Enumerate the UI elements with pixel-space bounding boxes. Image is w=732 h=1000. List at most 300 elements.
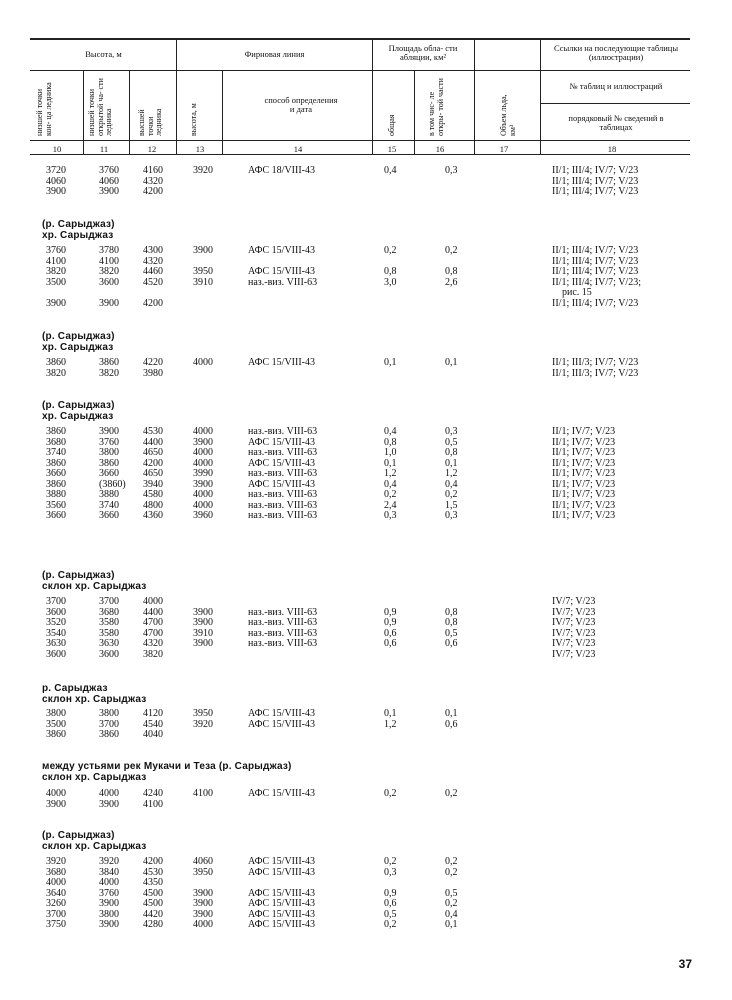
table-cell: 3680 bbox=[46, 436, 66, 448]
col-rule-12 bbox=[129, 70, 130, 154]
table-cell: 3900 bbox=[99, 186, 119, 197]
table-cell: IV/7; V/23 bbox=[552, 627, 596, 639]
table-cell: 3700 bbox=[99, 596, 119, 607]
table-cell: 3960 bbox=[193, 510, 213, 521]
table-row bbox=[0, 438, 732, 448]
column-number: 12 bbox=[147, 144, 157, 154]
table-cell: 0,8 bbox=[384, 266, 397, 277]
table-cell: 3900 bbox=[99, 919, 119, 930]
col17-header: Объем льда, км³ bbox=[499, 94, 517, 136]
table-cell: 3800 bbox=[99, 908, 119, 920]
table-cell: 3560 bbox=[46, 499, 66, 511]
table-cell: 4100 bbox=[99, 255, 119, 267]
table-cell: 0,2 bbox=[445, 898, 458, 909]
table-row bbox=[0, 288, 732, 298]
table-row bbox=[0, 597, 732, 607]
table-cell: II/1; IV/7; V/23 bbox=[552, 489, 616, 500]
table-cell: 3630 bbox=[99, 638, 119, 649]
table-cell: 0,6 bbox=[384, 638, 397, 649]
table-row bbox=[0, 369, 732, 379]
table-row bbox=[0, 257, 732, 267]
table-cell: АФС 15/VIII-43 bbox=[248, 856, 315, 867]
table-cell: 3900 bbox=[99, 426, 119, 437]
table-row bbox=[0, 878, 732, 888]
table-cell: 4540 bbox=[143, 718, 163, 730]
table-cell: 3900 bbox=[193, 898, 213, 909]
refs-subheader-1: № таблиц и иллюстраций bbox=[569, 81, 663, 91]
table-cell: 3820 bbox=[143, 648, 163, 660]
table-cell: 1,0 bbox=[384, 447, 397, 458]
table-cell: 3980 bbox=[143, 367, 163, 379]
table-cell: 4000 bbox=[46, 788, 66, 799]
table-cell: 4000 bbox=[193, 499, 213, 511]
table-cell: II/1; III/4; IV/7; V/23 bbox=[552, 175, 639, 187]
table-cell: 3900 bbox=[99, 297, 119, 309]
table-cell: 4060 bbox=[193, 856, 213, 867]
table-cell: 3910 bbox=[193, 276, 213, 288]
column-number: 11 bbox=[99, 144, 109, 154]
table-row bbox=[0, 920, 732, 930]
page-number: 37 bbox=[678, 957, 692, 971]
table-cell: 4280 bbox=[143, 919, 163, 930]
table-cell: II/1; III/4; IV/7; V/23 bbox=[552, 165, 639, 176]
table-row bbox=[0, 490, 732, 500]
table-cell: 4360 bbox=[143, 510, 163, 521]
table-cell: 3900 bbox=[46, 297, 66, 309]
table-cell: 3860 bbox=[46, 426, 66, 437]
table-cell: II/1; IV/7; V/23 bbox=[552, 468, 616, 479]
table-cell: 4000 bbox=[193, 919, 213, 930]
table-cell: 3900 bbox=[193, 245, 213, 256]
refs-subheader-2: порядковый № сведений в таблицах bbox=[568, 113, 664, 132]
table-cell: 3700 bbox=[46, 596, 66, 607]
table-cell: 3540 bbox=[46, 627, 66, 639]
table-cell: 0,8 bbox=[445, 606, 458, 618]
table-cell: 0,6 bbox=[445, 718, 458, 730]
table-cell: 3740 bbox=[46, 447, 66, 458]
column-number: 10 bbox=[52, 144, 62, 154]
table-cell: 3900 bbox=[193, 638, 213, 649]
table-cell: 3760 bbox=[99, 887, 119, 899]
table-cell: наз.-виз. VIII-63 bbox=[248, 276, 318, 288]
table-cell: 0,5 bbox=[445, 436, 458, 448]
col-rule-16 bbox=[414, 70, 415, 154]
table-row bbox=[0, 511, 732, 521]
table-row bbox=[0, 629, 732, 639]
col-rule-15 bbox=[372, 38, 373, 154]
table-cell: 4060 bbox=[46, 175, 66, 187]
table-cell: (3860) bbox=[99, 478, 126, 490]
table-cell: 3600 bbox=[46, 606, 66, 618]
table-cell: 0,2 bbox=[384, 856, 397, 867]
table-cell: 0,8 bbox=[445, 617, 458, 628]
section-heading: склон хр. Сарыджаз bbox=[42, 841, 147, 852]
table-cell: II/1; III/4; IV/7; V/23 bbox=[552, 297, 639, 309]
table-cell: IV/7; V/23 bbox=[552, 638, 596, 649]
table-cell: АФС 15/VIII-43 bbox=[248, 245, 315, 256]
table-cell: 0,9 bbox=[384, 887, 397, 899]
table-cell: 3680 bbox=[46, 866, 66, 878]
table-cell: 0,1 bbox=[384, 457, 397, 469]
table-cell: 3640 bbox=[46, 887, 66, 899]
table-cell: наз.-виз. VIII-63 bbox=[248, 468, 318, 479]
table-row bbox=[0, 639, 732, 649]
table-cell: АФС 15/VIII-43 bbox=[248, 887, 315, 899]
table-cell: 3860 bbox=[46, 478, 66, 490]
table-cell: АФС 15/VIII-43 bbox=[248, 436, 315, 448]
table-cell: 3920 bbox=[46, 856, 66, 867]
table-cell: 3800 bbox=[46, 708, 66, 719]
section-heading: хр. Сарыджаз bbox=[42, 230, 114, 241]
table-cell: 3950 bbox=[193, 708, 213, 719]
section-heading: склон хр. Сарыджаз bbox=[42, 581, 147, 592]
table-row bbox=[0, 789, 732, 799]
table-row bbox=[0, 166, 732, 176]
table-cell: 3820 bbox=[46, 266, 66, 277]
table-row bbox=[0, 187, 732, 197]
table-cell: наз.-виз. VIII-63 bbox=[248, 510, 318, 521]
table-cell: 4400 bbox=[143, 436, 163, 448]
table-cell: 3580 bbox=[99, 627, 119, 639]
table-cell: 4400 bbox=[143, 606, 163, 618]
table-cell: 0,1 bbox=[445, 457, 458, 469]
table-row bbox=[0, 267, 732, 277]
table-cell: 3600 bbox=[99, 276, 119, 288]
table-row bbox=[0, 480, 732, 490]
table-cell: 3660 bbox=[99, 510, 119, 521]
table-cell: 0,1 bbox=[384, 357, 397, 368]
table-cell: 4580 bbox=[143, 489, 163, 500]
table-cell: АФС 15/VIII-43 bbox=[248, 866, 315, 878]
table-cell: IV/7; V/23 bbox=[552, 648, 596, 660]
section-heading: (р. Сарыджаз) bbox=[42, 570, 115, 581]
table-cell: 0,1 bbox=[445, 919, 458, 930]
table-cell: 0,3 bbox=[384, 866, 397, 878]
area-group-header: Площадь обла- сти абляции, км² bbox=[388, 43, 458, 62]
table-cell: 4530 bbox=[143, 426, 163, 437]
table-cell: 0,2 bbox=[445, 489, 458, 500]
table-cell: 0,6 bbox=[384, 627, 397, 639]
table-cell: 3900 bbox=[193, 478, 213, 490]
table-cell: 3820 bbox=[99, 367, 119, 379]
table-cell: 3880 bbox=[46, 489, 66, 500]
table-cell: 4000 bbox=[99, 877, 119, 888]
col-rule-17 bbox=[474, 38, 475, 154]
refs-group-header: Ссылки на последующие таблицы (иллюстрации) bbox=[553, 43, 679, 62]
section-heading: хр. Сарыджаз bbox=[42, 411, 114, 422]
table-cell: 4220 bbox=[143, 357, 163, 368]
column-number: 18 bbox=[607, 144, 617, 154]
table-cell: 0,4 bbox=[384, 478, 397, 490]
table-cell: 4800 bbox=[143, 499, 163, 511]
table-row bbox=[0, 459, 732, 469]
table-cell: 3660 bbox=[46, 468, 66, 479]
col-rule-18 bbox=[540, 38, 541, 154]
table-cell: 0,2 bbox=[445, 788, 458, 799]
table-cell: 4650 bbox=[143, 468, 163, 479]
table-cell: 3600 bbox=[99, 648, 119, 660]
table-cell: 4200 bbox=[143, 297, 163, 309]
column-number: 15 bbox=[387, 144, 397, 154]
table-cell: 3900 bbox=[193, 887, 213, 899]
table-cell: 0,1 bbox=[445, 357, 458, 368]
col16-header: в том чис- ле откры- той части bbox=[427, 78, 445, 136]
table-cell: 1,2 bbox=[384, 718, 397, 730]
table-cell: 0,6 bbox=[445, 638, 458, 649]
table-cell: 3520 bbox=[46, 617, 66, 628]
table-cell: 3860 bbox=[46, 729, 66, 740]
table-cell: 3900 bbox=[193, 436, 213, 448]
table-cell: 3260 bbox=[46, 898, 66, 909]
table-cell: 3900 bbox=[46, 186, 66, 197]
table-cell: 0,8 bbox=[384, 436, 397, 448]
firn-method-header: способ определения и дата bbox=[264, 95, 338, 114]
table-cell: 4320 bbox=[143, 255, 163, 267]
col-rule-13 bbox=[176, 38, 177, 154]
table-cell: 3920 bbox=[99, 856, 119, 867]
table-cell: 3880 bbox=[99, 489, 119, 500]
table-cell: 4060 bbox=[99, 175, 119, 187]
table-cell: 4240 bbox=[143, 788, 163, 799]
column-number: 13 bbox=[195, 144, 205, 154]
table-cell: 3990 bbox=[193, 468, 213, 479]
table-cell: IV/7; V/23 bbox=[552, 617, 596, 628]
table-cell: наз.-виз. VIII-63 bbox=[248, 447, 318, 458]
table-cell: 1,2 bbox=[445, 468, 458, 479]
table-cell: 3900 bbox=[99, 898, 119, 909]
table-cell: 4500 bbox=[143, 898, 163, 909]
table-cell: II/1; IV/7; V/23 bbox=[552, 478, 616, 490]
table-cell: 3950 bbox=[193, 266, 213, 277]
col10-header: низшей точки кон- ца ледника bbox=[35, 82, 53, 136]
table-row bbox=[0, 800, 732, 810]
table-row bbox=[0, 278, 732, 288]
table-cell: 0,5 bbox=[445, 887, 458, 899]
table-cell: IV/7; V/23 bbox=[552, 606, 596, 618]
table-cell: 0,2 bbox=[384, 919, 397, 930]
table-cell: наз.-виз. VIII-63 bbox=[248, 606, 318, 618]
table-cell: 0,8 bbox=[445, 266, 458, 277]
table-row bbox=[0, 910, 732, 920]
table-cell: наз.-виз. VIII-63 bbox=[248, 489, 318, 500]
table-row bbox=[0, 730, 732, 740]
table-cell: 0,2 bbox=[384, 788, 397, 799]
table-cell: 3740 bbox=[99, 499, 119, 511]
table-cell: наз.-виз. VIII-63 bbox=[248, 627, 318, 639]
table-cell: 4100 bbox=[143, 798, 163, 810]
table-cell: 3940 bbox=[143, 478, 163, 490]
table-cell: II/1; IV/7; V/23 bbox=[552, 499, 616, 511]
table-row bbox=[0, 246, 732, 256]
table-cell: II/1; IV/7; V/23 bbox=[552, 436, 616, 448]
table-cell: АФС 15/VIII-43 bbox=[248, 898, 315, 909]
table-cell: 3860 bbox=[99, 457, 119, 469]
table-cell: 3750 bbox=[46, 919, 66, 930]
table-cell: 3600 bbox=[46, 648, 66, 660]
table-cell: 4000 bbox=[193, 357, 213, 368]
table-row bbox=[0, 868, 732, 878]
table-row bbox=[0, 720, 732, 730]
table-cell: 3700 bbox=[46, 908, 66, 920]
table-cell: 0,3 bbox=[445, 510, 458, 521]
section-heading: между устьями рек Мукачи и Теза (р. Сарыджаз) bbox=[42, 761, 292, 772]
table-cell: 3900 bbox=[193, 617, 213, 628]
table-cell: II/1; III/4; IV/7; V/23 bbox=[552, 245, 639, 256]
table-cell: 4160 bbox=[143, 165, 163, 176]
table-cell: 4500 bbox=[143, 887, 163, 899]
table-cell: 0,6 bbox=[384, 898, 397, 909]
table-cell: 4200 bbox=[143, 856, 163, 867]
table-cell: II/1; III/4; IV/7; V/23 bbox=[552, 266, 639, 277]
table-cell: АФС 15/VIII-43 bbox=[248, 908, 315, 920]
table-cell: наз.-виз. VIII-63 bbox=[248, 426, 318, 437]
table-cell: АФС 15/VIII-43 bbox=[248, 357, 315, 368]
table-row bbox=[0, 889, 732, 899]
table-cell: 3660 bbox=[46, 510, 66, 521]
table-cell: 0,3 bbox=[384, 510, 397, 521]
section-heading: (р. Сарыджаз) bbox=[42, 219, 115, 230]
table-cell: 3920 bbox=[193, 165, 213, 176]
table-cell: 3720 bbox=[46, 165, 66, 176]
col12-header: высшей точки ледника bbox=[137, 108, 163, 136]
table-cell: АФС 18/VIII-43 bbox=[248, 165, 315, 176]
table-cell: 3950 bbox=[193, 866, 213, 878]
table-cell: АФС 15/VIII-43 bbox=[248, 718, 315, 730]
table-cell: 4000 bbox=[99, 788, 119, 799]
table-cell: 4000 bbox=[193, 447, 213, 458]
table-row bbox=[0, 299, 732, 309]
table-row bbox=[0, 448, 732, 458]
table-cell: 3860 bbox=[46, 357, 66, 368]
col13-header: высота, м bbox=[189, 103, 198, 136]
table-cell: 0,4 bbox=[384, 426, 397, 437]
col11-header: низшей точки открытой ча- сти ледника bbox=[87, 78, 113, 136]
table-cell: 0,3 bbox=[445, 165, 458, 176]
table-cell: АФС 15/VIII-43 bbox=[248, 919, 315, 930]
section-heading: р. Сарыджаз bbox=[42, 683, 108, 694]
table-cell: 0,2 bbox=[445, 866, 458, 878]
table-cell: АФС 15/VIII-43 bbox=[248, 457, 315, 469]
table-cell: 4040 bbox=[143, 729, 163, 740]
table-cell: II/1; IV/7; V/23 bbox=[552, 426, 616, 437]
table-cell: IV/7; V/23 bbox=[552, 596, 596, 607]
col-rule-14 bbox=[222, 70, 223, 154]
table-cell: 0,4 bbox=[445, 908, 458, 920]
table-row bbox=[0, 469, 732, 479]
table-row bbox=[0, 177, 732, 187]
col-rule-11 bbox=[83, 70, 84, 154]
table-cell: 3860 bbox=[99, 357, 119, 368]
table-cell: рис. 15 bbox=[562, 287, 592, 298]
table-cell: 4460 bbox=[143, 266, 163, 277]
table-cell: 3,0 bbox=[384, 276, 397, 288]
table-row bbox=[0, 709, 732, 719]
table-cell: 4700 bbox=[143, 617, 163, 628]
table-cell: 4320 bbox=[143, 175, 163, 187]
column-number: 14 bbox=[293, 144, 303, 154]
table-cell: 4320 bbox=[143, 638, 163, 649]
table-cell: 0,3 bbox=[445, 426, 458, 437]
table-row bbox=[0, 358, 732, 368]
table-cell: II/1; III/4; IV/7; V/23; bbox=[552, 276, 641, 288]
table-cell: II/1; III/4; IV/7; V/23 bbox=[552, 186, 639, 197]
table-cell: II/1; III/4; IV/7; V/23 bbox=[552, 255, 639, 267]
height-group-header: Высота, м bbox=[85, 49, 122, 59]
table-cell: 4000 bbox=[143, 596, 163, 607]
table-cell: АФС 15/VIII-43 bbox=[248, 266, 315, 277]
col15-header: общая bbox=[387, 114, 396, 136]
table-cell: 3630 bbox=[46, 638, 66, 649]
table-cell: наз.-виз. VIII-63 bbox=[248, 638, 318, 649]
table-cell: наз.-виз. VIII-63 bbox=[248, 499, 318, 511]
table-cell: 0,9 bbox=[384, 606, 397, 618]
table-cell: 4520 bbox=[143, 276, 163, 288]
table-cell: 0,8 bbox=[445, 447, 458, 458]
table-cell: 4100 bbox=[46, 255, 66, 267]
colnum-rule bbox=[30, 154, 690, 155]
table-cell: 3920 bbox=[193, 718, 213, 730]
table-cell: II/1; IV/7; V/23 bbox=[552, 510, 616, 521]
table-cell: 1,5 bbox=[445, 499, 458, 511]
section-heading: (р. Сарыджаз) bbox=[42, 830, 115, 841]
table-row bbox=[0, 427, 732, 437]
table-cell: 3580 bbox=[99, 617, 119, 628]
section-heading: склон хр. Сарыджаз bbox=[42, 694, 147, 705]
table-cell: 4350 bbox=[143, 877, 163, 888]
table-cell: 4000 bbox=[193, 457, 213, 469]
table-cell: наз.-виз. VIII-63 bbox=[248, 617, 318, 628]
table-cell: 4000 bbox=[193, 489, 213, 500]
table-cell: 3800 bbox=[99, 447, 119, 458]
table-cell: 0,5 bbox=[384, 908, 397, 920]
section-heading: (р. Сарыджаз) bbox=[42, 400, 115, 411]
table-cell: 3500 bbox=[46, 718, 66, 730]
table-cell: 2,6 bbox=[445, 276, 458, 288]
table-cell: 4000 bbox=[193, 426, 213, 437]
table-cell: 0,5 bbox=[445, 627, 458, 639]
table-cell: 3900 bbox=[46, 798, 66, 810]
table-cell: 0,9 bbox=[384, 617, 397, 628]
table-cell: 4300 bbox=[143, 245, 163, 256]
table-cell: 0,1 bbox=[445, 708, 458, 719]
table-cell: 0,2 bbox=[445, 856, 458, 867]
table-cell: II/1; III/3; IV/7; V/23 bbox=[552, 357, 639, 368]
table-cell: 0,4 bbox=[445, 478, 458, 490]
table-cell: 3760 bbox=[99, 165, 119, 176]
table-cell: 3820 bbox=[46, 367, 66, 379]
table-cell: 3680 bbox=[99, 606, 119, 618]
table-cell: 3660 bbox=[99, 468, 119, 479]
table-cell: 3820 bbox=[99, 266, 119, 277]
table-cell: 4650 bbox=[143, 447, 163, 458]
table-cell: 3840 bbox=[99, 866, 119, 878]
section-heading: хр. Сарыджаз bbox=[42, 342, 114, 353]
table-cell: 0,4 bbox=[384, 165, 397, 176]
table-row bbox=[0, 618, 732, 628]
table-row bbox=[0, 857, 732, 867]
table-cell: 0,2 bbox=[384, 489, 397, 500]
table-cell: 3860 bbox=[99, 729, 119, 740]
table-cell: 4120 bbox=[143, 708, 163, 719]
table-cell: 3500 bbox=[46, 276, 66, 288]
table-cell: 3760 bbox=[99, 436, 119, 448]
table-row bbox=[0, 650, 732, 660]
table-cell: 3900 bbox=[193, 606, 213, 618]
section-heading: склон хр. Сарыджаз bbox=[42, 772, 147, 783]
table-cell: АФС 15/VIII-43 bbox=[248, 708, 315, 719]
table-cell: 3900 bbox=[193, 908, 213, 920]
table-cell: 2,4 bbox=[384, 499, 397, 511]
